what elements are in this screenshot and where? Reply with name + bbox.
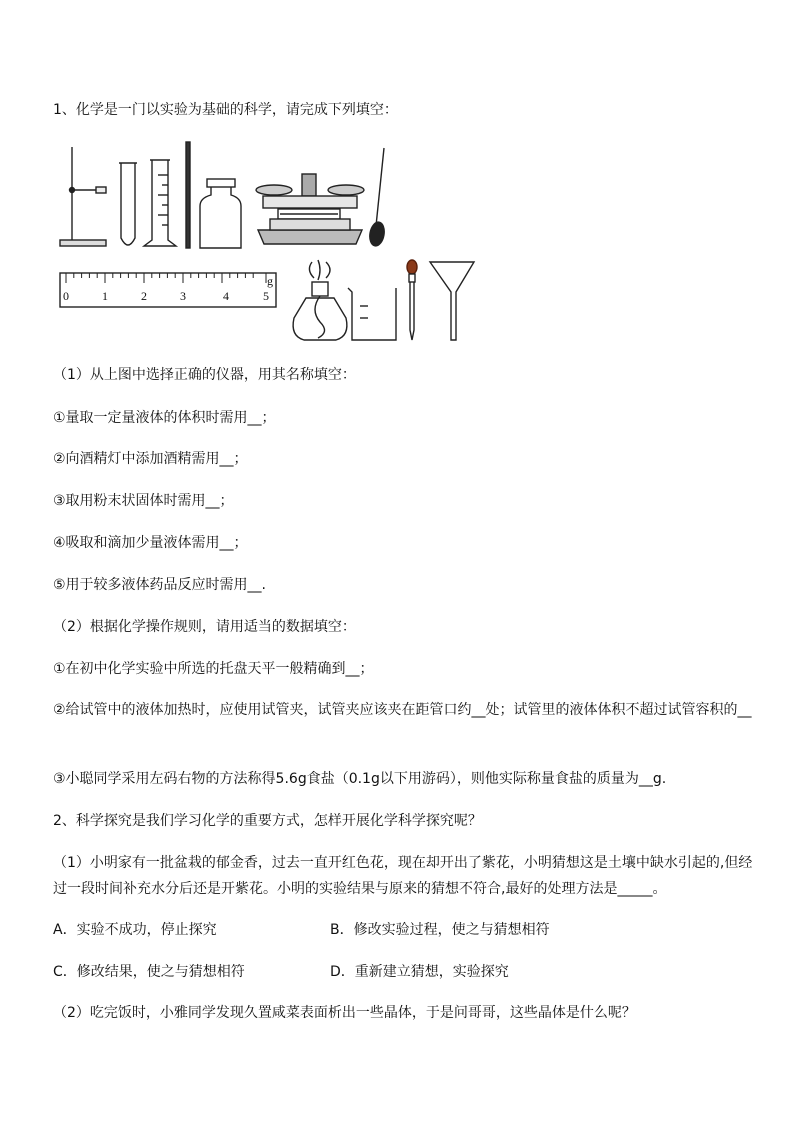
part-1-title: （1）从上图中选择正确的仪器，用其名称填空： [53,367,356,383]
glass-rod-icon [186,142,190,248]
ruler-unit: g [267,274,273,288]
ruler-label-2: 2 [141,289,147,303]
option-a: A．实验不成功，停止探究 [53,922,217,938]
option-c: C．修改结果，使之与猜想相符 [53,964,245,980]
dropper-icon [407,260,417,340]
p1-item-3: ③取用粉末状固体时需用__； [53,493,234,509]
test-tube-icon [121,163,135,245]
p2-item-3: ③小聪同学采用左码右物的方法称得5.6g食盐（0.1g以下用游码），则他实际称量食盐的质量为__g. [53,771,667,787]
p1-item-5: ⑤用于较多液体药品反应时需用__. [53,577,267,593]
q2-part-1: （1）小明家有一批盆栽的郁金香，过去一直开红色花，现在却开出了紫花，小明猜想这是土壤中缺水引起的,但经过一段时间补充水分后还是开紫花。小明的实验结果与原来的猜想不符合,最好的处理方法是_____。 [53,855,753,897]
p2-item-1: ①在初中化学实验中所选的托盘天平一般精确到__； [53,661,374,677]
option-d: D．重新建立猜想，实验探究 [330,964,509,980]
measuring-cylinder-icon [144,160,176,246]
ruler-label-1: 1 [102,289,108,303]
balance-icon [256,174,364,244]
funnel-icon [430,262,474,340]
ruler-label-0: 0 [63,289,69,303]
ruler-label-5: 5 [263,289,269,303]
alcohol-lamp-icon [293,260,347,340]
question-2-title: 2、科学探究是我们学习化学的重要方式，怎样开展化学科学探究呢？ [53,813,482,829]
ruler-ticks [66,273,266,283]
reagent-bottle-icon [200,179,241,248]
ruler-label-4: 4 [223,289,229,303]
ruler-label-3: 3 [180,289,186,303]
option-b: B．修改实验过程，使之与猜想相符 [330,922,550,938]
p1-item-2: ②向酒精灯中添加酒精需用__； [53,451,248,467]
p1-item-1: ①量取一定量液体的体积时需用__； [53,410,276,426]
beaker-icon [348,288,396,340]
p1-item-4: ④吸取和滴加少量液体需用__； [53,535,248,551]
iron-stand-icon [60,147,106,246]
question-1-title: 1、化学是一门以实验为基础的科学，请完成下列填空： [53,102,398,118]
spatula-icon [368,148,386,247]
p2-item-2: ②给试管中的液体加热时，应使用试管夹，试管夹应该夹在距管口约__处；试管里的液体体积不超过试管容积的__ [53,702,752,718]
part-2-title: （2）根据化学操作规则，请用适当的数据填空： [53,619,356,635]
q2-part-2: （2）吃完饭时，小雅同学发现久置咸菜表面析出一些晶体，于是问哥哥，这些晶体是什么呢？ [53,1005,636,1021]
ruler-icon [60,273,276,307]
